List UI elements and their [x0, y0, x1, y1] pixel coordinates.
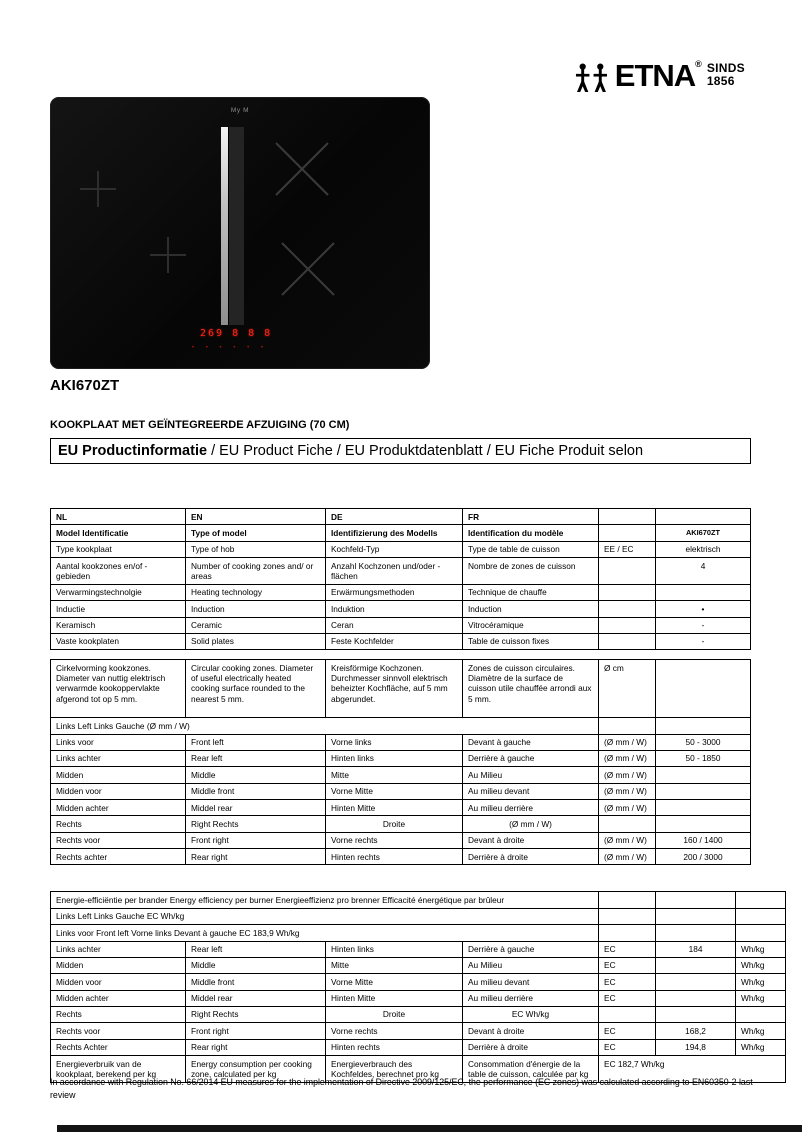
table-row [51, 660, 751, 718]
table-cell: Devant à droite [463, 832, 599, 848]
table-body [51, 509, 751, 650]
etna-logo [575, 60, 745, 93]
table-cell: Front right [186, 832, 326, 848]
table-cell: Induction [463, 601, 599, 617]
table-cell: Rechts voor [51, 1023, 186, 1039]
table-cell: Au milieu devant [463, 783, 599, 799]
hob-control-dots: • • • • • • [192, 345, 268, 351]
table-cell [599, 617, 656, 633]
table-cell: Front right [186, 1023, 326, 1039]
table-cell: Rear right [186, 1039, 326, 1055]
table-cell: Vorne rechts [326, 832, 463, 848]
table-row [51, 558, 751, 585]
table-cell: Vaste kookplaten [51, 633, 186, 649]
table-cell: Rear left [186, 941, 326, 957]
table-cell: 200 / 3000 [656, 849, 751, 865]
table-cell: - [656, 633, 751, 649]
table-cell: Feste Kochfelder [326, 633, 463, 649]
table-cell: Vorne rechts [326, 1023, 463, 1039]
table-cell: Middle [186, 957, 326, 973]
table-cell [656, 584, 751, 600]
table-cell: elektrisch [656, 541, 751, 557]
table-cell: (Ø mm / W) [599, 849, 656, 865]
table-cell: Circular cooking zones. Diameter of useful electrically heated cooking surface rounded to the nearest 5 mm. [186, 660, 326, 718]
table-row [51, 783, 751, 799]
table-cell: Aantal kookzones en/of - gebieden [51, 558, 186, 585]
table-cell: Hinten links [326, 750, 463, 766]
table-cell: Rechts achter [51, 849, 186, 865]
table-cell: Wh/kg [736, 990, 786, 1006]
table-cell: EC [599, 1023, 656, 1039]
table-row [51, 990, 786, 1006]
table-cell: Au milieu derrière [463, 990, 599, 1006]
table-cell [656, 974, 736, 990]
table-cell: Wh/kg [736, 1039, 786, 1055]
table-cell: • [656, 601, 751, 617]
table-cell [599, 509, 656, 525]
table-cell: Mitte [326, 957, 463, 973]
table-cell: EC [599, 990, 656, 1006]
table-cell: Links voor [51, 734, 186, 750]
table-body [51, 660, 751, 865]
table-cell: Inductie [51, 601, 186, 617]
table-cell: (Ø mm / W) [599, 832, 656, 848]
table-row [51, 601, 751, 617]
fiche-title-primary: EU Productinformatie [58, 443, 208, 459]
table-cell: Droite [326, 1006, 463, 1022]
table-cell: Nombre de zones de cuisson [463, 558, 599, 585]
table-cell: NL [51, 509, 186, 525]
table-cell: Rear left [186, 750, 326, 766]
model-number-heading: AKI670ZT [50, 377, 120, 394]
table-row [51, 718, 751, 734]
table-cell: Vorne links [326, 734, 463, 750]
table-cell: Wh/kg [736, 941, 786, 957]
table-cell: Zones de cuisson circulaires. Diamètre de la surface de cuisson utile chauffée arrondi aux 5 mm. [463, 660, 599, 718]
registered-mark: ® [695, 59, 701, 69]
table-cell: Energieverbrauch des Kochfeldes, berechnet pro kg [326, 1056, 463, 1083]
table-cell: Derrière à droite [463, 1039, 599, 1055]
table-cell: EE / EC [599, 541, 656, 557]
hob-control-display: 269 8 8 8 [200, 328, 273, 339]
table-row [51, 849, 751, 865]
table-cell: Links Left Links Gauche EC Wh/kg [51, 908, 599, 924]
energy-efficiency-table [50, 891, 786, 1082]
table-cell [599, 1006, 656, 1022]
brand-text: ETNA [614, 58, 696, 93]
table-cell: Ceran [326, 617, 463, 633]
table-cell: Energy consumption per cooking zone, calculated per kg [186, 1056, 326, 1083]
vent-grille [228, 127, 244, 325]
table-cell [656, 1006, 736, 1022]
table-row [51, 734, 751, 750]
table-cell: (Ø mm / W) [599, 800, 656, 816]
table-cell [599, 816, 656, 832]
table-row [51, 633, 751, 649]
table-cell: Hinten Mitte [326, 990, 463, 1006]
table-cell [736, 1006, 786, 1022]
table-cell: Droite [326, 816, 463, 832]
table-cell [599, 892, 656, 908]
table-cell [656, 767, 751, 783]
table-cell: Ø cm [599, 660, 656, 718]
table-cell: Hinten rechts [326, 849, 463, 865]
table-cell: Hinten rechts [326, 1039, 463, 1055]
table-cell: Cirkelvorming kookzones. Diameter van nuttig elektrisch verwarmde kookoppervlakte afgerond tot op 5 mm. [51, 660, 186, 718]
table-cell: Devant à gauche [463, 734, 599, 750]
table-cell: Au Milieu [463, 767, 599, 783]
table-cell [599, 633, 656, 649]
table-cell [599, 525, 656, 541]
table-cell: Au milieu derrière [463, 800, 599, 816]
table-cell [599, 558, 656, 585]
cooking-zones-table [50, 659, 751, 865]
table-cell: Table de cuisson fixes [463, 633, 599, 649]
table-cell [656, 925, 736, 941]
table-cell: (Ø mm / W) [599, 734, 656, 750]
since-word: SINDS [706, 61, 745, 75]
table-cell: Wh/kg [736, 1023, 786, 1039]
table-cell: Energieverbruik van de kookplaat, berekend per kg [51, 1056, 186, 1083]
fiche-title-translations: / EU Product Fiche / EU Produktdatenblatt / EU Fiche Produit selon [207, 443, 644, 459]
table-cell: Midden [51, 767, 186, 783]
table-cell [656, 783, 751, 799]
table-row [51, 892, 786, 908]
page-footer-bar [57, 1125, 802, 1132]
table-cell: Middle front [186, 974, 326, 990]
table-cell: Midden achter [51, 990, 186, 1006]
table-cell: Midden voor [51, 974, 186, 990]
table-cell [736, 892, 786, 908]
table-cell: Midden achter [51, 800, 186, 816]
table-cell: 194,8 [656, 1039, 736, 1055]
table-cell: Solid plates [186, 633, 326, 649]
brand-wordmark [615, 60, 701, 91]
tables-container [50, 508, 786, 1083]
table-cell: - [656, 617, 751, 633]
table-cell: 184 [656, 941, 736, 957]
since-year: 1856 [706, 74, 735, 89]
table-cell: 50 - 3000 [656, 734, 751, 750]
table-row [51, 541, 751, 557]
table-row [51, 525, 751, 541]
table-cell [599, 925, 656, 941]
table-cell: Hinten Mitte [326, 800, 463, 816]
product-image-cooktop [50, 97, 430, 369]
table-cell: Rechts [51, 816, 186, 832]
table-cell: Midden voor [51, 783, 186, 799]
table-cell: Rechts voor [51, 832, 186, 848]
fiche-title-box [50, 438, 751, 464]
table-cell: Keramisch [51, 617, 186, 633]
vent-strip-highlight [221, 127, 228, 325]
table-cell: 4 [656, 558, 751, 585]
table-cell: (Ø mm / W) [599, 783, 656, 799]
brand-since [707, 62, 745, 88]
table-cell: Heating technology [186, 584, 326, 600]
table-cell: Type of model [186, 525, 326, 541]
table-cell: Middel rear [186, 990, 326, 1006]
table-cell [656, 660, 751, 718]
table-cell [736, 908, 786, 924]
table-cell: Middel rear [186, 800, 326, 816]
regulation-footnote: In accordance with Regulation No. 66/2014 EU measures for the implementation of Directive 2009/125/EC, the performance (EC zones) was calculated according to EN60350-2 last review [50, 1077, 753, 1100]
table-cell: EC [599, 941, 656, 957]
table-cell: Links achter [51, 941, 186, 957]
table-cell [656, 718, 751, 734]
table-cell: Induktion [326, 601, 463, 617]
table-cell [656, 816, 751, 832]
table-cell: Verwarmingstechnolgie [51, 584, 186, 600]
table-cell: Induction [186, 601, 326, 617]
table-cell [599, 601, 656, 617]
table-cell: Right Rechts [186, 1006, 326, 1022]
table-cell: Type kookplaat [51, 541, 186, 557]
table-row [51, 767, 751, 783]
table-cell: Mitte [326, 767, 463, 783]
table-cell: Links Left Links Gauche (Ø mm / W) [51, 718, 599, 734]
table-row [51, 584, 751, 600]
table-row [51, 750, 751, 766]
table-cell [656, 990, 736, 1006]
table-cell: Number of cooking zones and/ or areas [186, 558, 326, 585]
table-cell: 50 - 1850 [656, 750, 751, 766]
table-cell: Rear right [186, 849, 326, 865]
hob-top-label: My M [230, 107, 250, 114]
table-cell: Middle [186, 767, 326, 783]
table-cell [656, 957, 736, 973]
table-cell: Vitrocéramique [463, 617, 599, 633]
table-row [51, 1039, 786, 1055]
table-cell [656, 509, 751, 525]
table-cell: Hinten links [326, 941, 463, 957]
table-cell: Model Identificatie [51, 525, 186, 541]
table-body [51, 892, 786, 1082]
table-cell: Au milieu devant [463, 974, 599, 990]
table-row [51, 908, 786, 924]
product-description-heading: KOOKPLAAT MET GEÏNTEGREERDE AFZUIGING (70 CM) [50, 419, 350, 431]
table-cell: Consommation d'énergie de la table de cuisson, calculée par kg [463, 1056, 599, 1083]
table-cell: Vorne Mitte [326, 783, 463, 799]
table-cell: Derrière à gauche [463, 750, 599, 766]
table-row [51, 941, 786, 957]
table-cell: Au Milieu [463, 957, 599, 973]
table-cell: Identifizierung des Modells [326, 525, 463, 541]
table-cell: Middle front [186, 783, 326, 799]
table-cell: Technique de chauffe [463, 584, 599, 600]
table-cell: EC [599, 974, 656, 990]
table-cell: Erwärmungsmethoden [326, 584, 463, 600]
table-row [51, 509, 751, 525]
andiron-figures-icon [575, 63, 609, 93]
table-cell: Energie-efficiëntie per brander Energy efficiency per burner Energieeffizienz pro brenner Efficacité énergétique par brûleur [51, 892, 599, 908]
table-cell: Derrière à gauche [463, 941, 599, 957]
table-cell: Kochfeld-Typ [326, 541, 463, 557]
table-cell [736, 925, 786, 941]
table-cell [656, 800, 751, 816]
table-cell: Right Rechts [186, 816, 326, 832]
table-cell: Identification du modèle [463, 525, 599, 541]
table-cell: Type of hob [186, 541, 326, 557]
table-row [51, 957, 786, 973]
table-cell: DE [326, 509, 463, 525]
table-cell: Wh/kg [736, 974, 786, 990]
table-cell: EN [186, 509, 326, 525]
table-cell: EC [599, 1039, 656, 1055]
table-cell: Links voor Front left Vorne links Devant à gauche EC 183,9 Wh/kg [51, 925, 599, 941]
table-cell: Midden [51, 957, 186, 973]
model-identification-table [50, 508, 751, 650]
table-cell: Derrière à droite [463, 849, 599, 865]
table-cell: Front left [186, 734, 326, 750]
table-cell: Devant à droite [463, 1023, 599, 1039]
table-row [51, 617, 751, 633]
table-cell: (Ø mm / W) [463, 816, 599, 832]
table-cell: EC 182,7 Wh/kg [599, 1056, 786, 1083]
table-cell: Ceramic [186, 617, 326, 633]
table-cell: Type de table de cuisson [463, 541, 599, 557]
table-row [51, 1023, 786, 1039]
table-cell: EC Wh/kg [463, 1006, 599, 1022]
table-cell [656, 892, 736, 908]
table-cell: Rechts [51, 1006, 186, 1022]
table-cell: AKI670ZT [656, 525, 751, 541]
table-cell [599, 718, 656, 734]
table-cell: 168,2 [656, 1023, 736, 1039]
extraction-vent [221, 127, 244, 325]
table-cell: Links achter [51, 750, 186, 766]
table-row [51, 816, 751, 832]
table-cell: 160 / 1400 [656, 832, 751, 848]
table-cell: EC [599, 957, 656, 973]
table-cell [599, 908, 656, 924]
table-cell [656, 908, 736, 924]
table-row [51, 925, 786, 941]
table-row [51, 1006, 786, 1022]
table-cell: (Ø mm / W) [599, 750, 656, 766]
table-cell: Vorne Mitte [326, 974, 463, 990]
table-cell: Rechts Achter [51, 1039, 186, 1055]
table-row [51, 974, 786, 990]
table-cell: (Ø mm / W) [599, 767, 656, 783]
table-row [51, 832, 751, 848]
table-cell: FR [463, 509, 599, 525]
table-cell: Kreisförmige Kochzonen. Durchmesser sinnvoll elektrisch beheizter Kochfläche, auf 5 mm abgerundet. [326, 660, 463, 718]
table-cell [599, 584, 656, 600]
table-cell: Anzahl Kochzonen und/oder -flächen [326, 558, 463, 585]
table-cell: Wh/kg [736, 957, 786, 973]
table-row [51, 800, 751, 816]
